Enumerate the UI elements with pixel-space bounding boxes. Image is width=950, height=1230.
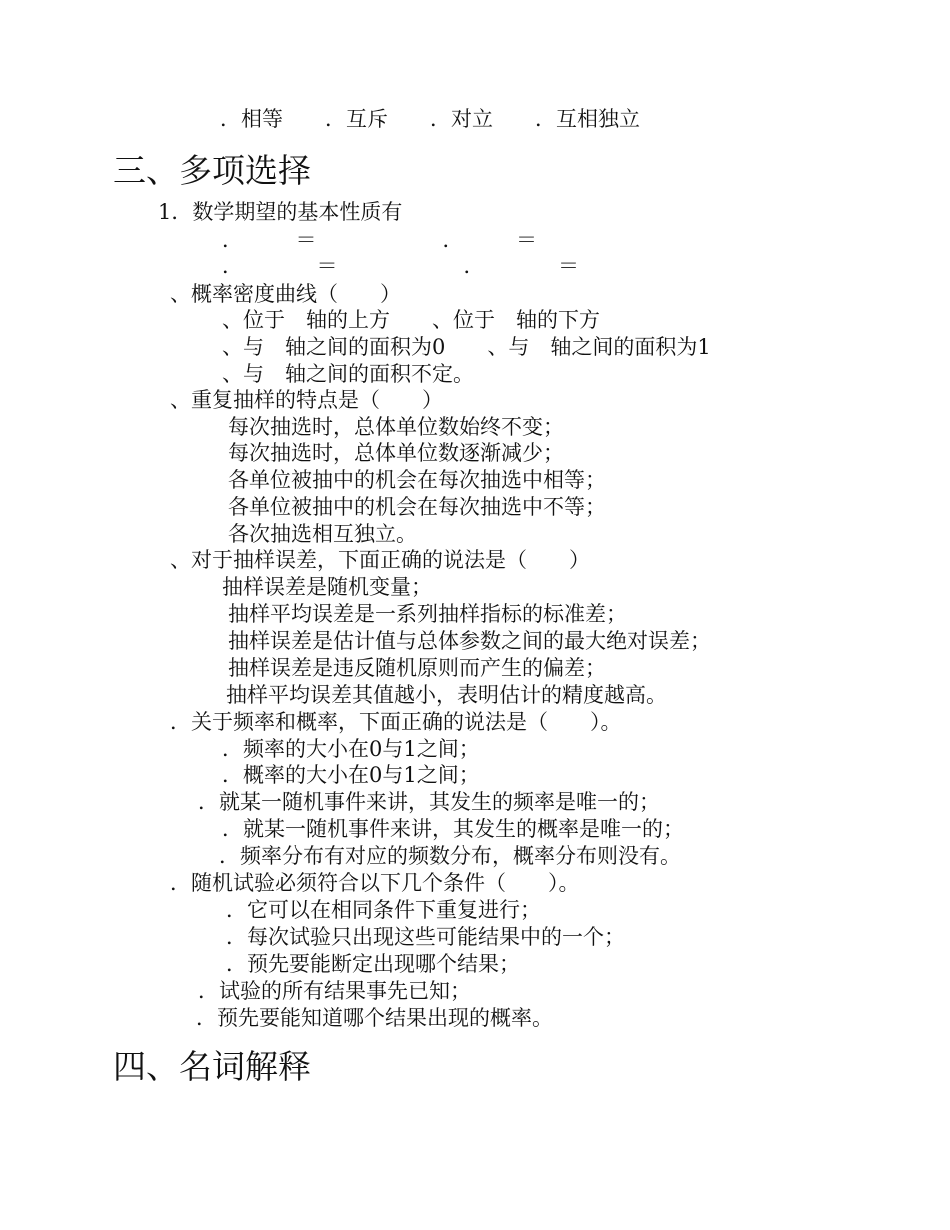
q2-row-1: 、位于 轴的上方 、位于 轴的下方 — [222, 308, 600, 332]
q5-option: ．频率的大小在0与1之间； — [222, 737, 480, 761]
q1-row-2: ． ＝ ． ＝ — [222, 254, 579, 278]
q3-option: 各次抽选相互独立。 — [228, 522, 417, 546]
q2-row-2: 、与 轴之间的面积为0 、与 轴之间的面积为1 — [222, 335, 711, 359]
q5-option: ．就某一随机事件来讲，其发生的概率是唯一的； — [222, 817, 684, 841]
section-4-heading: 四、名词解释 — [113, 1047, 311, 1086]
q6-option: ．预先要能知道哪个结果出现的概率。 — [196, 1006, 553, 1030]
q1-stem: 1．数学期望的基本性质有 — [158, 200, 403, 224]
q4-option: 抽样误差是违反随机原则而产生的偏差； — [228, 656, 606, 680]
q4-stem: 、对于抽样误差，下面正确的说法是（ ） — [170, 548, 590, 572]
q4-option: 抽样平均误差是一系列抽样指标的标准差； — [228, 602, 627, 626]
q3-option: 每次抽选时，总体单位数始终不变； — [228, 415, 564, 439]
q2-stem: 、概率密度曲线（ ） — [170, 282, 401, 306]
q5-option: ．频率分布有对应的频数分布，概率分布则没有。 — [219, 844, 681, 868]
q5-option: ．就某一随机事件来讲，其发生的频率是唯一的； — [198, 790, 660, 814]
top-options-line: ．相等 ．互斥 ．对立 ．互相独立 — [220, 107, 640, 131]
q1-row-1: ． ＝ ． ＝ — [222, 228, 537, 252]
q4-option: 抽样误差是估计值与总体参数之间的最大绝对误差； — [228, 629, 711, 653]
q5-option: ．概率的大小在0与1之间； — [222, 763, 480, 787]
q3-option: 每次抽选时，总体单位数逐渐减少； — [228, 441, 564, 465]
q3-stem: 、重复抽样的特点是（ ） — [170, 388, 443, 412]
section-3-heading: 三、多项选择 — [113, 151, 311, 190]
q6-option: ．试验的所有结果事先已知； — [198, 979, 471, 1003]
q3-option: 各单位被抽中的机会在每次抽选中相等； — [228, 468, 606, 492]
q6-option: ．预先要能断定出现哪个结果； — [226, 952, 520, 976]
q6-option: ．它可以在相同条件下重复进行； — [226, 898, 541, 922]
q3-option: 各单位被抽中的机会在每次抽选中不等； — [228, 495, 606, 519]
q2-row-3: 、与 轴之间的面积不定。 — [222, 362, 474, 386]
q5-stem: ．关于频率和概率，下面正确的说法是（ ）。 — [170, 710, 622, 734]
q6-stem: ．随机试验必须符合以下几个条件（ ）。 — [170, 871, 580, 895]
q6-option: ．每次试验只出现这些可能结果中的一个； — [226, 925, 625, 949]
q4-option: 抽样平均误差其值越小，表明估计的精度越高。 — [226, 683, 667, 707]
q4-option: 抽样误差是随机变量； — [222, 575, 432, 599]
